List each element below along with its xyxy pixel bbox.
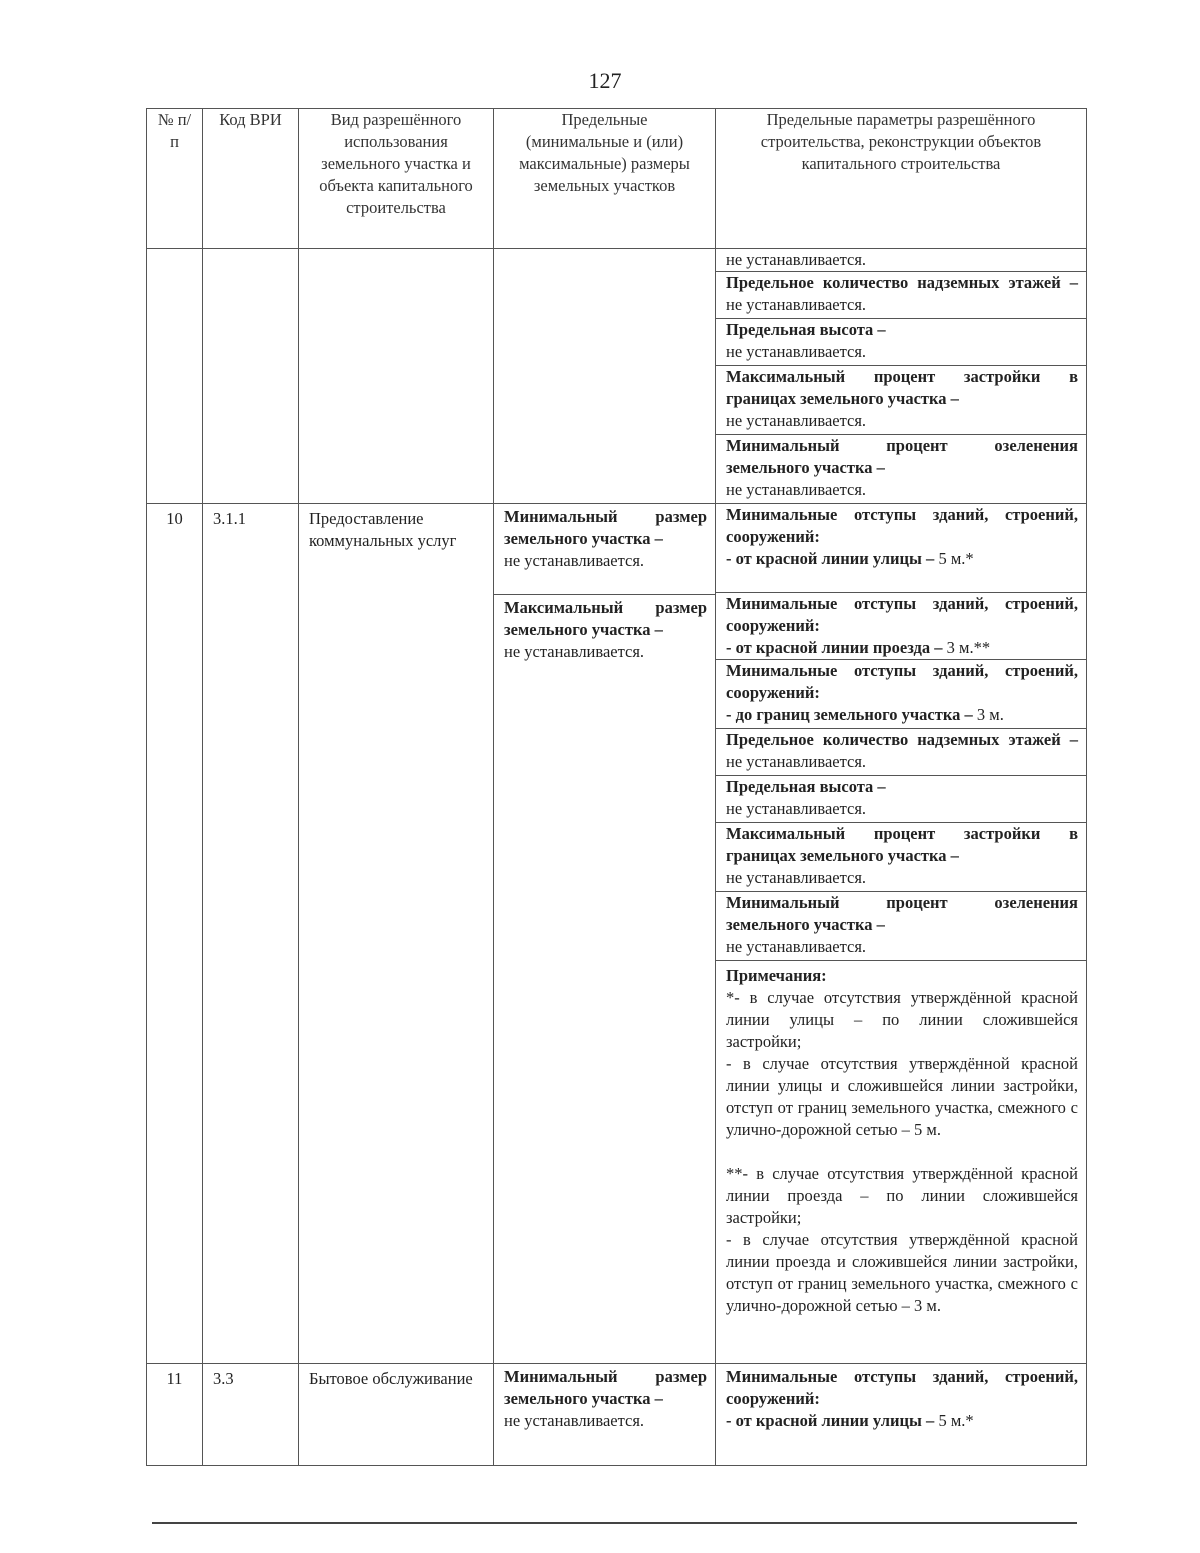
row11-params: Минимальные отступы зданий, строений, сооружений: - от красной линии улицы – 5 м.* [716, 1364, 1087, 1466]
row10-code: 3.1.1 [203, 504, 299, 1364]
row11-use: Бытовое обслуживание [299, 1364, 494, 1466]
row11-code: 3.3 [203, 1364, 299, 1466]
header-size: Предельные (минимальные и (или) максимальные) размеры земельных участков [494, 109, 716, 249]
param-block: Предельное количество надземных этажей – не устанавливается. [716, 729, 1086, 776]
cont-code-cell [203, 249, 299, 504]
param-block: Максимальный процент застройки в границах земельного участка – не устанавливается. [716, 823, 1086, 892]
row10-params [716, 504, 1087, 1364]
param-block: не устанавливается. [716, 249, 1086, 272]
cont-use-cell [299, 249, 494, 504]
cont-size-cell [494, 249, 716, 504]
note-item: - в случае отсутствия утверждённой красной линии проезда и сложившейся линии застройки, отступ от границ земельного участка, смежного с улично-дорожной сетью – 3 м. [726, 1230, 1078, 1315]
row10-num: 10 [147, 504, 203, 1364]
param-block: Минимальные отступы зданий, строений, сооружений: - от красной линии улицы – 5 м.* [716, 504, 1086, 593]
min-size-block: Минимальный размер земельного участка – не устанавливается. [494, 504, 715, 595]
land-use-regulations-table [146, 108, 1087, 1466]
cont-num-cell [147, 249, 203, 504]
header-code: Код ВРИ [203, 109, 299, 249]
table-row-11 [147, 1364, 1087, 1466]
param-block: Предельная высота – не устанавливается. [716, 319, 1086, 366]
param-block: Минимальные отступы зданий, строений, сооружений: - до границ земельного участка – 3 м. [716, 660, 1086, 729]
cont-params-cell [716, 249, 1087, 504]
param-block: Предельное количество надземных этажей – не устанавливается. [716, 272, 1086, 319]
note-item: - в случае отсутствия утверждённой красной линии улицы и сложившейся линии застройки, отступ от границ земельного участка, смежного с улично-дорожной сетью – 5 м. [726, 1054, 1078, 1139]
note-item: **- в случае отсутствия утверждённой красной линии проезда – по линии сложившейся застройки; [726, 1164, 1078, 1227]
table-row-continuation [147, 249, 1087, 504]
header-use: Вид разрешённого использования земельного участка и объекта капитального строительства [299, 109, 494, 249]
param-block: Максимальный процент застройки в границах земельного участка – не устанавливается. [716, 366, 1086, 435]
param-block: Минимальные отступы зданий, строений, сооружений: - от красной линии проезда – 3 м.** [716, 593, 1086, 660]
note-item: *- в случае отсутствия утверждённой красной линии улицы – по линии сложившейся застройки; [726, 988, 1078, 1051]
footer-divider [152, 1522, 1077, 1524]
table-header-row [147, 109, 1087, 249]
table-row-10 [147, 504, 1087, 1364]
row11-num: 11 [147, 1364, 203, 1466]
row10-size [494, 504, 716, 1364]
header-params: Предельные параметры разрешённого строительства, реконструкции объектов капитального строительства [716, 109, 1087, 249]
max-size-block: Максимальный размер земельного участка – не устанавливается. [504, 598, 707, 661]
notes-block [716, 961, 1086, 1317]
row10-use: Предоставление коммунальных услуг [299, 504, 494, 1364]
page-number: 127 [588, 68, 622, 93]
param-block: Минимальный процент озеленения земельного участка – не устанавливается. [726, 436, 1078, 499]
notes-title: Примечания: [726, 966, 827, 985]
param-block: Минимальный процент озеленения земельного участка – не устанавливается. [716, 892, 1086, 961]
header-num: № п/п [147, 109, 203, 249]
param-block: Предельная высота – не устанавливается. [716, 776, 1086, 823]
row11-size: Минимальный размер земельного участка – не устанавливается. [494, 1364, 716, 1466]
